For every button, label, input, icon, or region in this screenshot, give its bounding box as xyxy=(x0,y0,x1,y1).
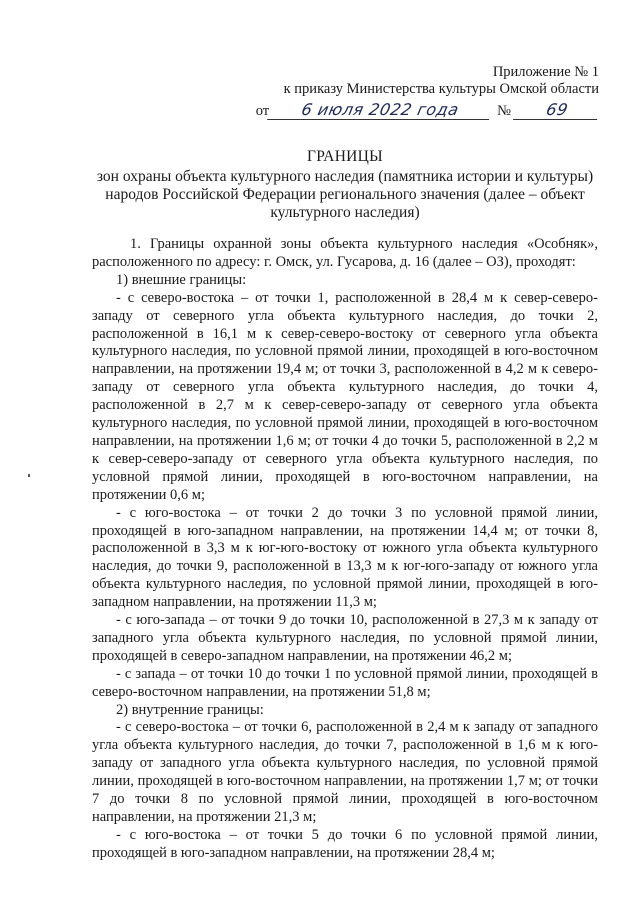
order-reference: к приказу Министерства культуры Омской области xyxy=(283,81,599,97)
document-body xyxy=(92,236,598,863)
paragraph-outer-southwest: - с юго-запада – от точки 9 до точки 10, расположенной в 27,3 м к западу от западного угла объекта культурного наследия, по условной прямой линии, проходящей в северо-западном направлении, на протяжении 46,2 м; xyxy=(92,612,598,664)
title-subtitle: зон охраны объекта культурного наследия (памятника истории и культуры) народов Российской Федерации регионального значения (далее – объект культурного наследия) xyxy=(96,168,594,221)
paragraph-inner-southeast: - с юго-востока – от точки 5 до точки 6 по условной прямой линии, проходящей в юго-западном направлении, на протяжении 28,4 м; xyxy=(92,826,598,861)
scan-mark xyxy=(28,474,30,477)
paragraph-outer-southeast: - с юго-востока – от точки 2 до точки 3 по условной прямой линии, проходящей в юго-западном направлении, на протяжении 14,4 м; от точки 8, расположенной в 3,3 м к юг-юго-востоку от южного угла объекта культурного наследия, до точки 9, расположенной в 13,3 м к юг-юго-западу от южного угла объекта культурного наследия, по условной прямой линии, проходящей в юго-западном направлении, на протяжении 11,3 м; xyxy=(92,504,598,611)
order-date-line xyxy=(256,101,599,120)
paragraph-intro: 1. Границы охранной зоны объекта культурного наследия «Особняк», расположенного по адресу: г. Омск, ул. Гусарова, д. 16 (далее – ОЗ), проходят: xyxy=(92,236,598,270)
paragraph-outer-heading: 1) внешние границы: xyxy=(116,271,247,288)
paragraph-inner-northeast: - с северо-востока – от точки 6, расположенной в 2,4 м к западу от западного угла объекта культурного наследия, до точки 7, расположенной в 1,6 м к юго-западу от западного угла объекта культурного наследия, по условной прямой линии, проходящей в юго-восточном направлении, на протяжении 1,7 м; от точки 7 до точки 8 по условной прямой линии, проходящей в юго-восточном направлении, на протяжении 21,3 м; xyxy=(92,719,598,825)
paragraph-outer-northeast: - с северо-востока – от точки 1, расположенной в 28,4 м к север-северо-западу от северного угла объекта культурного наследия, до точки 2, расположенной в 16,1 м к север-северо-востоку от северного угла объекта культурного наследия, по условной прямой линии, проходящей в юго-восточном направлении, на протяжении 19,4 м; от точки 3, расположенной в 4,2 м к северо-западу от северного угла объекта культурного наследия, до точки 4, расположенной в 2,7 м к север-северо-западу от северного угла объекта культурного наследия, по условной прямой линии, проходящей в юго-восточном направлении, на протяжении 1,6 м; от точки 4 до точки 5, расположенной в 2,2 м к север-северо-западу от северного угла объекта культурного наследия, по условной прямой линии, проходящей в юго-восточном направлении, на протяжении 0,6 м; xyxy=(92,289,598,503)
paragraph-inner-heading: 2) внутренние границы: xyxy=(116,701,264,718)
number-label: № xyxy=(497,103,511,119)
handwritten-date: 6 июля 2022 года xyxy=(267,101,493,120)
document-title xyxy=(80,148,610,222)
title-main: ГРАНИЦЫ xyxy=(307,148,383,165)
from-label: от xyxy=(255,103,270,119)
appendix-header xyxy=(256,64,599,120)
appendix-number: Приложение № 1 xyxy=(492,64,599,80)
handwritten-number: 69 xyxy=(513,101,601,120)
paragraph-outer-west: - с запада – от точки 10 до точки 1 по условной прямой линии, проходящей в северо-восточном направлении, на протяжении 51,8 м; xyxy=(92,665,598,700)
